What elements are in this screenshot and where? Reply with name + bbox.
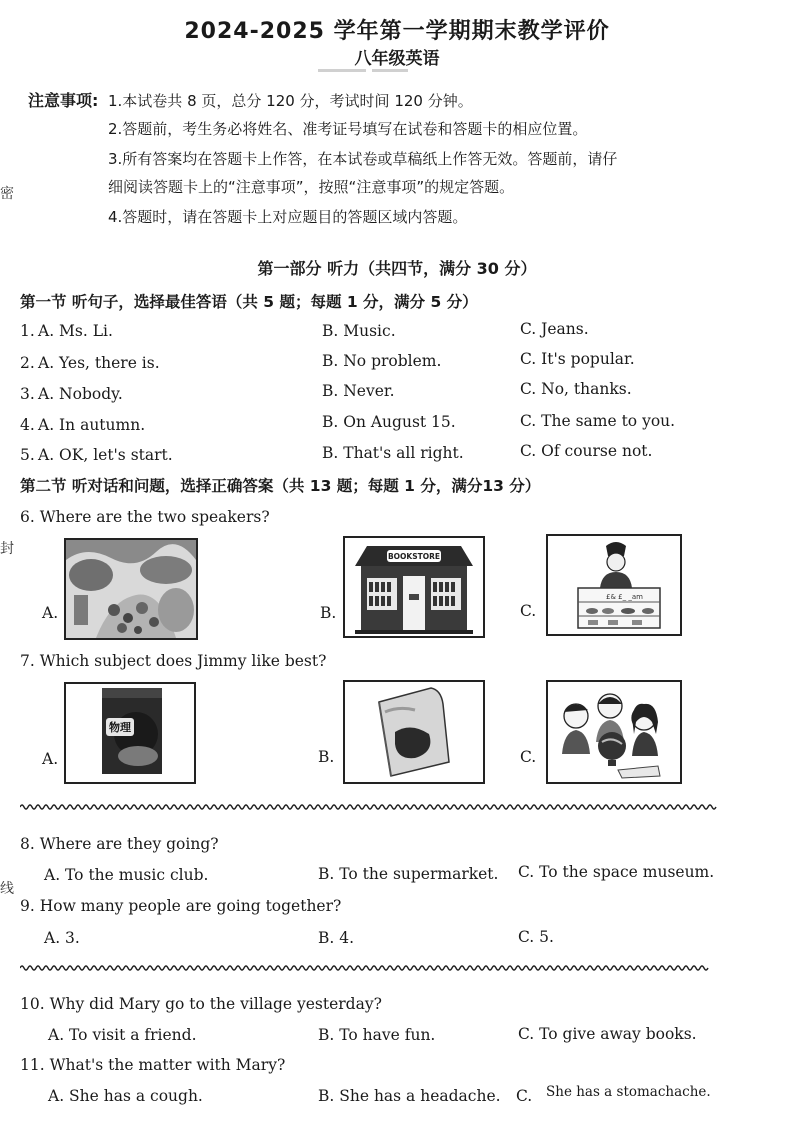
- q7-label-a: A.: [42, 750, 59, 768]
- q5-num: 5.: [20, 446, 35, 464]
- q2-num: 2.: [20, 354, 35, 372]
- q4-option-b: B. On August 15.: [322, 413, 456, 431]
- q7-image-b-book-photo: [343, 680, 485, 784]
- q9-option-c: C. 5.: [518, 928, 554, 946]
- q7-image-c-students-globe: [546, 680, 682, 784]
- q3-option-c: C. No, thanks.: [520, 380, 632, 398]
- q4-option-c: C. The same to you.: [520, 412, 676, 430]
- q2-option-c: C. It's popular.: [520, 350, 635, 368]
- q10-text: 10. Why did Mary go to the village yesterday?: [20, 995, 382, 1013]
- bleed-through-text: [318, 66, 438, 79]
- q1-option-a: A. Ms. Li.: [38, 322, 113, 340]
- physics-book-image: [66, 684, 194, 782]
- q5-option-a: A. OK, let's start.: [38, 446, 173, 464]
- notes-label: 注意事项:: [28, 91, 99, 110]
- q10-option-b: B. To have fun.: [318, 1026, 436, 1044]
- q1-option-b: B. Music.: [322, 322, 396, 340]
- q6-label-c: C.: [520, 602, 537, 620]
- q4-option-a: A. In autumn.: [38, 416, 146, 434]
- q5-option-b: B. That's all right.: [322, 444, 464, 462]
- section-one-title: 第一节 听句子，选择最佳答语（共 5 题；每题 1 分，满分 5 分）: [20, 293, 478, 311]
- bookstore-image: [345, 538, 483, 636]
- physics-book-title: 物理: [109, 721, 131, 734]
- q7-text: 7. Which subject does Jimmy like best?: [20, 652, 327, 670]
- q6-label-b: B.: [320, 604, 337, 622]
- shop-counter-image: [548, 536, 680, 634]
- park-scene-image: [66, 540, 196, 638]
- wavy-divider-2: [20, 964, 710, 972]
- bleed-through-mark: [318, 66, 438, 76]
- note-item-3: 3.所有答案均在答题卡上作答，在本试卷或草稿纸上作答无效。答题前，请仔: [108, 150, 618, 168]
- q11-text: 11. What's the matter with Mary?: [20, 1056, 286, 1074]
- q3-option-a: A. Nobody.: [38, 385, 123, 403]
- wavy-divider-1: [20, 803, 720, 811]
- q6-text: 6. Where are the two speakers?: [20, 508, 270, 526]
- section-two-title: 第二节 听对话和问题，选择正确答案（共 13 题；每题 1 分，满分13 分）: [20, 477, 541, 495]
- q5-option-c: C. Of course not.: [520, 442, 653, 460]
- q11-option-a: A. She has a cough.: [48, 1087, 203, 1105]
- margin-mark-mi: 密: [0, 186, 14, 202]
- students-globe-image: [548, 682, 680, 782]
- q6-label-a: A.: [42, 604, 59, 622]
- q8-text: 8. Where are they going?: [20, 835, 219, 853]
- q6-image-c-shop-counter: [546, 534, 682, 636]
- q2-option-a: A. Yes, there is.: [38, 354, 160, 372]
- q9-option-b: B. 4.: [318, 929, 355, 947]
- q6-image-a-park: [64, 538, 198, 640]
- note-item-2: 2.答题前，考生务必将姓名、准考证号填写在试卷和答题卡的相应位置。: [108, 120, 588, 138]
- q7-label-c: C.: [520, 748, 537, 766]
- bookstore-sign-text: BOOKSTORE: [387, 552, 441, 561]
- margin-mark-xian: 线: [0, 881, 14, 897]
- exam-title: 2024-2025 学年第一学期期末教学评价: [184, 19, 610, 44]
- part-one-title: 第一部分 听力（共四节，满分 30 分）: [257, 259, 537, 278]
- q8-option-b: B. To the supermarket.: [318, 865, 499, 883]
- q3-num: 3.: [20, 385, 35, 403]
- q1-option-c: C. Jeans.: [520, 320, 589, 338]
- q9-option-a: A. 3.: [44, 929, 80, 947]
- q4-num: 4.: [20, 416, 35, 434]
- book-photo-image: [345, 682, 483, 782]
- q11-option-b: B. She has a headache.: [318, 1087, 501, 1105]
- q7-image-a-physics-book: [64, 682, 196, 784]
- note-item-4: 4.答题时，请在答题卡上对应题目的答题区域内答题。: [108, 208, 468, 226]
- note-item-1: 1.本试卷共 8 页，总分 120 分，考试时间 120 分钟。: [108, 92, 473, 110]
- q10-option-a: A. To visit a friend.: [48, 1026, 197, 1044]
- q3-option-b: B. Never.: [322, 382, 395, 400]
- q2-option-b: B. No problem.: [322, 352, 442, 370]
- q6-image-b-bookstore: [343, 536, 485, 638]
- q11-option-c: She has a stomachache.: [546, 1084, 711, 1100]
- q8-option-a: A. To the music club.: [44, 866, 209, 884]
- q10-option-c: C. To give away books.: [518, 1025, 697, 1043]
- q9-text: 9. How many people are going together?: [20, 897, 342, 915]
- exam-subtitle: 八年级英语: [354, 49, 440, 69]
- counter-label-text: £& £_ _am: [606, 593, 643, 601]
- note-item-3-cont: 细阅读答题卡上的“注意事项”，按照“注意事项”的规定答题。: [108, 178, 515, 196]
- q11-option-c-label: C.: [516, 1087, 533, 1105]
- q1-num: 1.: [20, 322, 35, 340]
- q8-option-c: C. To the space museum.: [518, 863, 715, 881]
- margin-mark-feng: 封: [0, 541, 14, 557]
- q7-label-b: B.: [318, 748, 335, 766]
